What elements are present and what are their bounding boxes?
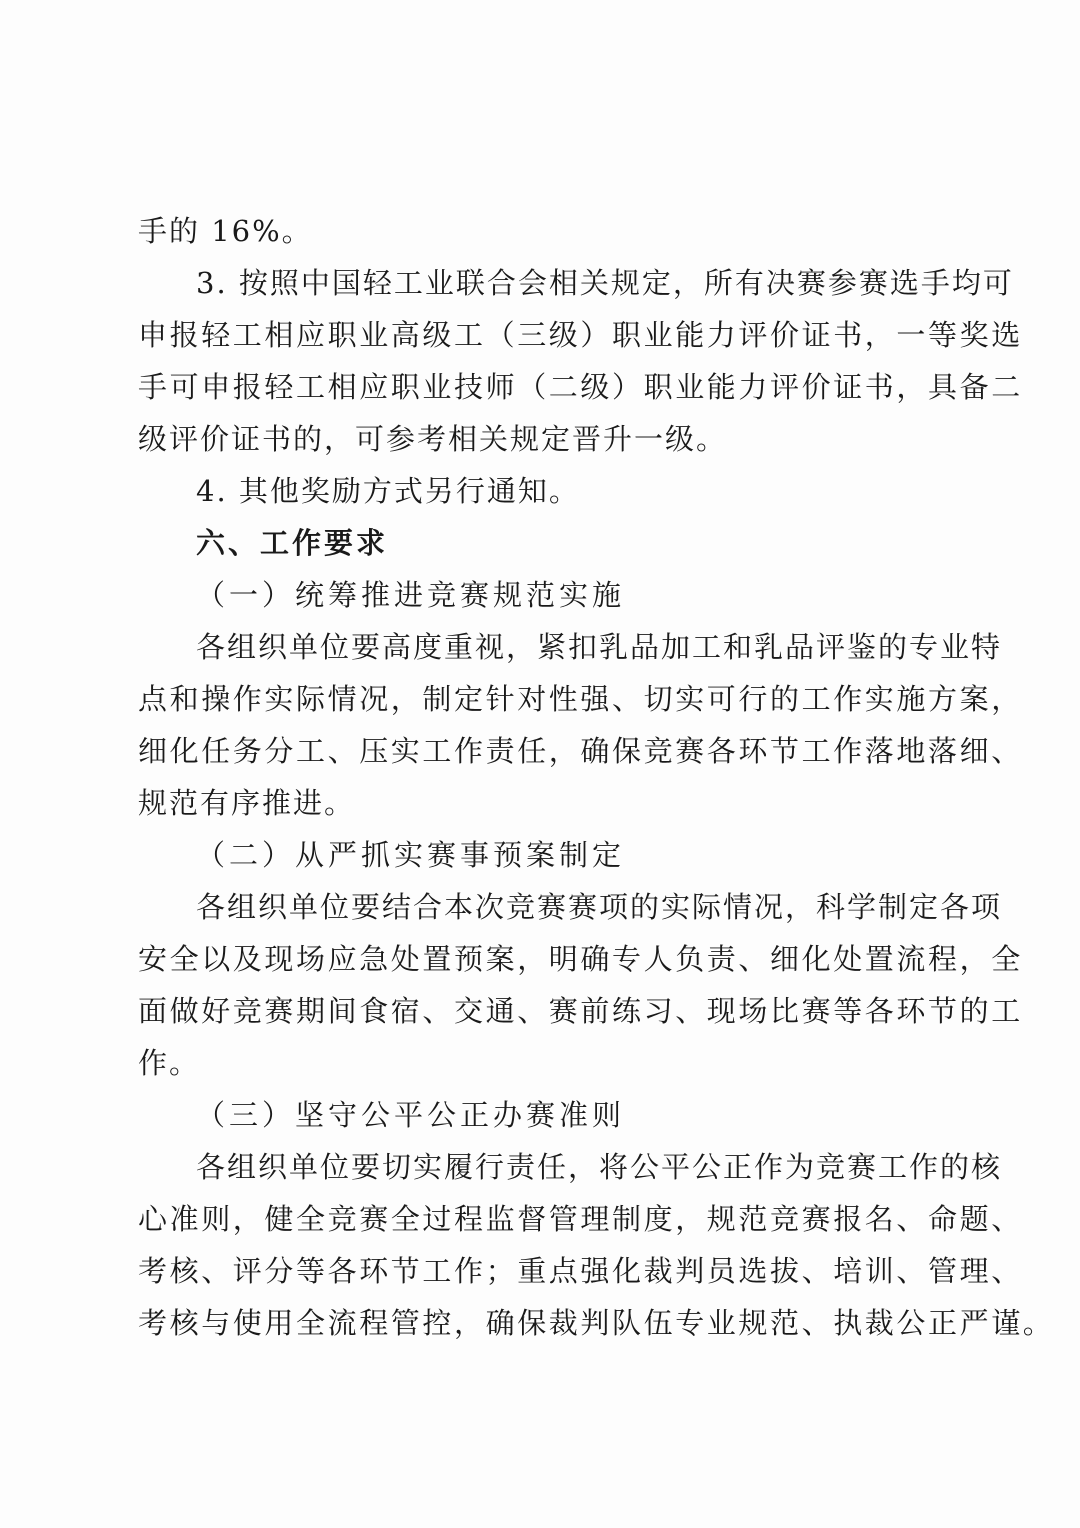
paragraph-line: 考核与使用全流程管控，确保裁判队伍专业规范、执裁公正严谨。	[138, 1306, 1055, 1340]
subsection-heading: （一）统筹推进竞赛规范实施	[196, 578, 626, 612]
paragraph-line: 心准则，健全竞赛全过程监督管理制度，规范竞赛报名、命题、	[138, 1202, 1023, 1236]
paragraph-line: 3. 按照中国轻工业联合会相关规定，所有决赛参赛选手均可	[196, 266, 1014, 300]
paragraph-line: 点和操作实际情况，制定针对性强、切实可行的工作实施方案，	[138, 682, 1023, 716]
subsection-heading: （二）从严抓实赛事预案制定	[196, 838, 626, 872]
paragraph-line: 申报轻工相应职业高级工（三级）职业能力评价证书，一等奖选	[138, 318, 1023, 352]
paragraph-line: 4. 其他奖励方式另行通知。	[196, 474, 580, 508]
paragraph-line: 面做好竞赛期间食宿、交通、赛前练习、现场比赛等各环节的工	[138, 994, 1023, 1028]
subsection-heading: （三）坚守公平公正办赛准则	[196, 1098, 626, 1132]
paragraph-line: 安全以及现场应急处置预案，明确专人负责、细化处置流程，全	[138, 942, 1023, 976]
paragraph-line: 手的 16%。	[138, 214, 313, 248]
paragraph-line: 各组织单位要结合本次竞赛赛项的实际情况，科学制定各项	[196, 890, 1003, 924]
paragraph-line: 考核、评分等各环节工作；重点强化裁判员选拔、培训、管理、	[138, 1254, 1023, 1288]
paragraph-line: 手可申报轻工相应职业技师（二级）职业能力评价证书，具备二	[138, 370, 1023, 404]
paragraph-line: 各组织单位要切实履行责任，将公平公正作为竞赛工作的核	[196, 1150, 1003, 1184]
paragraph-line: 规范有序推进。	[138, 786, 356, 820]
paragraph-line: 细化任务分工、压实工作责任，确保竞赛各环节工作落地落细、	[138, 734, 1023, 768]
paragraph-line: 各组织单位要高度重视，紧扣乳品加工和乳品评鉴的专业特	[196, 630, 1003, 664]
section-heading: 六、工作要求	[196, 526, 389, 560]
paragraph-line: 作。	[138, 1046, 201, 1080]
paragraph-line: 级评价证书的，可参考相关规定晋升一级。	[138, 422, 728, 456]
